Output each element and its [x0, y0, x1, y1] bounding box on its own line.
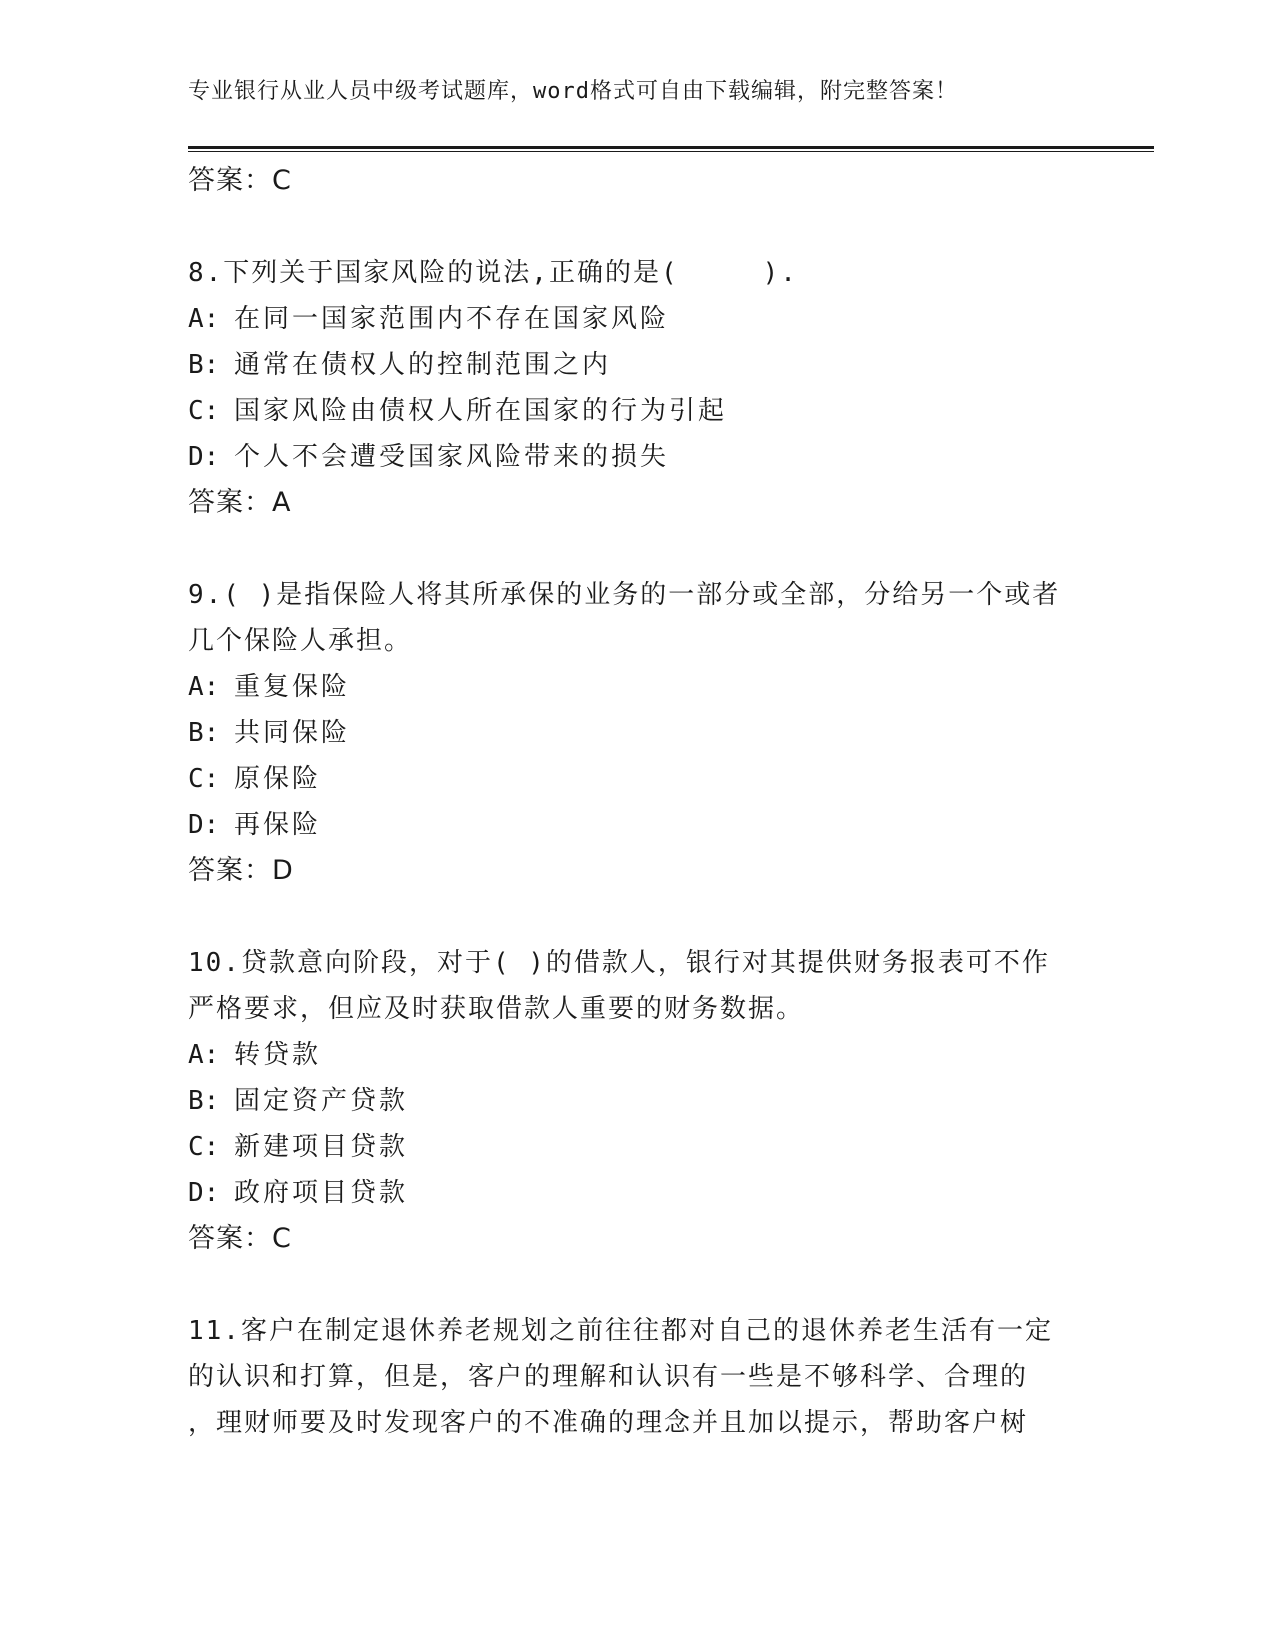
option-a	[188, 296, 1088, 342]
option-key: C:	[188, 396, 220, 426]
option-key: B:	[188, 350, 220, 380]
question-list	[188, 158, 1088, 1446]
option-c	[188, 388, 1088, 434]
question-line: 11.客户在制定退休养老规划之前往往都对自己的退休养老生活有一定	[188, 1316, 1053, 1346]
option-text: 政府项目贷款	[234, 1178, 409, 1208]
question-line: 9.( )是指保险人将其所承保的业务的一部分或全部，分给另一个或者	[188, 580, 1061, 610]
option-text: 个人不会遭受国家风险带来的损失	[234, 442, 670, 472]
question-line: 的认识和打算，但是，客户的理解和认识有一些是不够科学、合理的	[188, 1362, 1029, 1392]
option-text: 原保险	[234, 764, 322, 794]
answer-line: 答案：A	[188, 487, 292, 518]
option-key: A:	[188, 1040, 220, 1070]
question-stem	[188, 940, 1088, 1032]
option-a	[188, 664, 1088, 710]
option-text: 转贷款	[234, 1040, 322, 1070]
option-key: B:	[188, 1086, 220, 1116]
option-key: A:	[188, 672, 220, 702]
option-text: 新建项目贷款	[234, 1132, 409, 1162]
option-key: D:	[188, 442, 220, 472]
option-key: C:	[188, 764, 220, 794]
option-text: 固定资产贷款	[234, 1086, 409, 1116]
option-text: 再保险	[234, 810, 322, 840]
header-rule-thin	[188, 151, 1154, 152]
option-a	[188, 1032, 1088, 1078]
question-line: 几个保险人承担。	[188, 626, 413, 656]
question-line: ，理财师要及时发现客户的不准确的理念并且加以提示，帮助客户树	[188, 1408, 1029, 1438]
page-header: 专业银行从业人员中级考试题库，word格式可自由下载编辑，附完整答案！	[188, 79, 958, 104]
option-text: 通常在债权人的控制范围之内	[234, 350, 612, 380]
option-key: D:	[188, 1178, 220, 1208]
option-d	[188, 802, 1088, 848]
answer-line: 答案：C	[188, 1223, 292, 1254]
option-d	[188, 1170, 1088, 1216]
option-d	[188, 434, 1088, 480]
option-key: C:	[188, 1132, 220, 1162]
question-line: 严格要求，但应及时获取借款人重要的财务数据。	[188, 994, 805, 1024]
answer-line: 答案：C	[188, 165, 292, 196]
option-key: B:	[188, 718, 220, 748]
option-text: 共同保险	[234, 718, 351, 748]
question-stem	[188, 1308, 1088, 1446]
option-key: A:	[188, 304, 220, 334]
option-text: 在同一国家范围内不存在国家风险	[234, 304, 670, 334]
option-b	[188, 1078, 1088, 1124]
question-line: 8.下列关于国家风险的说法,正确的是( ).	[188, 258, 798, 288]
option-text: 重复保险	[234, 672, 351, 702]
answer-line: 答案：D	[188, 855, 294, 886]
option-text: 国家风险由债权人所在国家的行为引起	[234, 396, 728, 426]
question-line: 10.贷款意向阶段，对于( )的借款人，银行对其提供财务报表可不作	[188, 948, 1050, 978]
header-rule	[188, 146, 1154, 149]
option-c	[188, 756, 1088, 802]
question-stem	[188, 250, 1088, 296]
option-c	[188, 1124, 1088, 1170]
question-stem	[188, 572, 1088, 664]
option-key: D:	[188, 810, 220, 840]
option-b	[188, 342, 1088, 388]
option-b	[188, 710, 1088, 756]
